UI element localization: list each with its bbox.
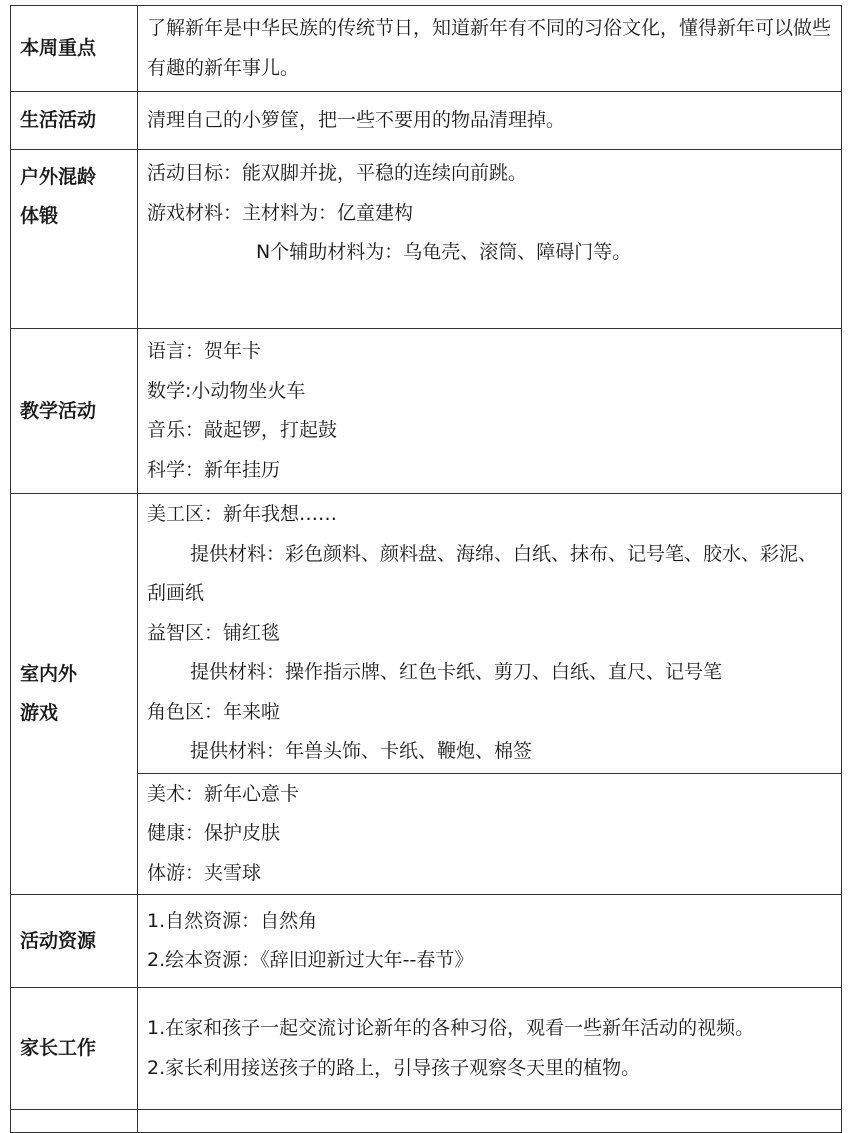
weekly-plan-table: [10, 5, 842, 1133]
games-label-line2: 游戏: [20, 702, 59, 724]
role-zone-materials: 提供材料：年兽头饰、卡纸、鞭炮、棉签: [190, 740, 533, 762]
outdoor-material: 游戏材料：主材料为：亿童建构: [147, 201, 414, 224]
teaching-item-music: 音乐：敲起锣，打起鼓: [147, 419, 338, 441]
label-parent-work: 家长工作: [11, 988, 138, 1110]
parent-work-item2: 2.家长利用接送孩子的路上，引导孩子观察冬天里的植物。: [147, 1056, 641, 1079]
life-activity-text: 清理自己的小箩筐，把一些不要用的物品清理掉。: [147, 108, 566, 131]
label-outdoor-exercise: [11, 150, 138, 329]
row-truncated: [11, 1110, 842, 1133]
label-weekly-focus: 本周重点: [11, 6, 138, 92]
label-activity-resources: 活动资源: [11, 895, 138, 988]
content-activity-resources: [138, 895, 842, 988]
games-label-line1: 室内外: [20, 663, 78, 685]
art-zone-materials: 提供材料：彩色颜料、颜料盘、海绵、白纸、抹布、记号笔、胶水、彩泥、刮画纸: [147, 542, 818, 604]
games-extra-health: 健康：保护皮肤: [147, 822, 281, 844]
outdoor-aux-material: N个辅助材料为：乌龟壳、滚筒、障碍门等。: [256, 241, 632, 263]
label-teaching-activity: 教学活动: [11, 329, 138, 494]
teaching-item-language: 语言：贺年卡: [147, 340, 262, 362]
row-outdoor-exercise: [11, 150, 842, 329]
content-weekly-focus: [138, 6, 842, 92]
content-game-zones: [138, 494, 842, 774]
content-life-activity: [138, 92, 842, 150]
resource-picture-book: 2.绘本资源：《辞旧迎新过大年--春节》: [147, 949, 474, 971]
content-parent-work: [138, 988, 842, 1110]
resource-nature: 1.自然资源：自然角: [147, 909, 318, 932]
content-outdoor-exercise: [138, 150, 842, 329]
row-indoor-outdoor-games: [11, 494, 842, 774]
teaching-item-science: 科学：新年挂历: [147, 458, 281, 481]
games-extra-pe: 体游：夹雪球: [147, 861, 262, 884]
row-parent-work: [11, 988, 842, 1110]
row-activity-resources: [11, 895, 842, 988]
row-teaching-activity: [11, 329, 842, 494]
art-zone: 美工区：新年我想……: [147, 503, 338, 525]
teaching-item-math: 数学:小动物坐火车: [147, 379, 306, 402]
label-indoor-outdoor-games: [11, 494, 138, 895]
puzzle-zone: 益智区：铺红毯: [147, 621, 281, 644]
weekly-focus-text: 了解新年是中华民族的传统节日，知道新年有不同的习俗文化，懂得新年可以做些有趣的新年事儿。: [147, 17, 832, 79]
label-life-activity: 生活活动: [11, 92, 138, 150]
row-weekly-focus: [11, 6, 842, 92]
content-teaching-activity: [138, 329, 842, 494]
parent-work-item1: 1.在家和孩子一起交流讨论新年的各种习俗，观看一些新年活动的视频。: [147, 1017, 755, 1039]
outdoor-goal: 活动目标：能双脚并拢，平稳的连续向前跳。: [147, 162, 528, 184]
content-truncated: [138, 1110, 842, 1133]
games-extra-art: 美术：新年心意卡: [147, 782, 300, 805]
outdoor-label-line1: 户外混龄: [20, 166, 97, 188]
role-zone: 角色区：年来啦: [147, 700, 281, 723]
label-truncated: [11, 1110, 138, 1133]
row-life-activity: [11, 92, 842, 150]
puzzle-zone-materials: 提供材料：操作指示牌、红色卡纸、剪刀、白纸、直尺、记号笔: [190, 661, 723, 683]
outdoor-label-line2: 体锻: [20, 205, 59, 227]
content-games-extra: [138, 773, 842, 895]
